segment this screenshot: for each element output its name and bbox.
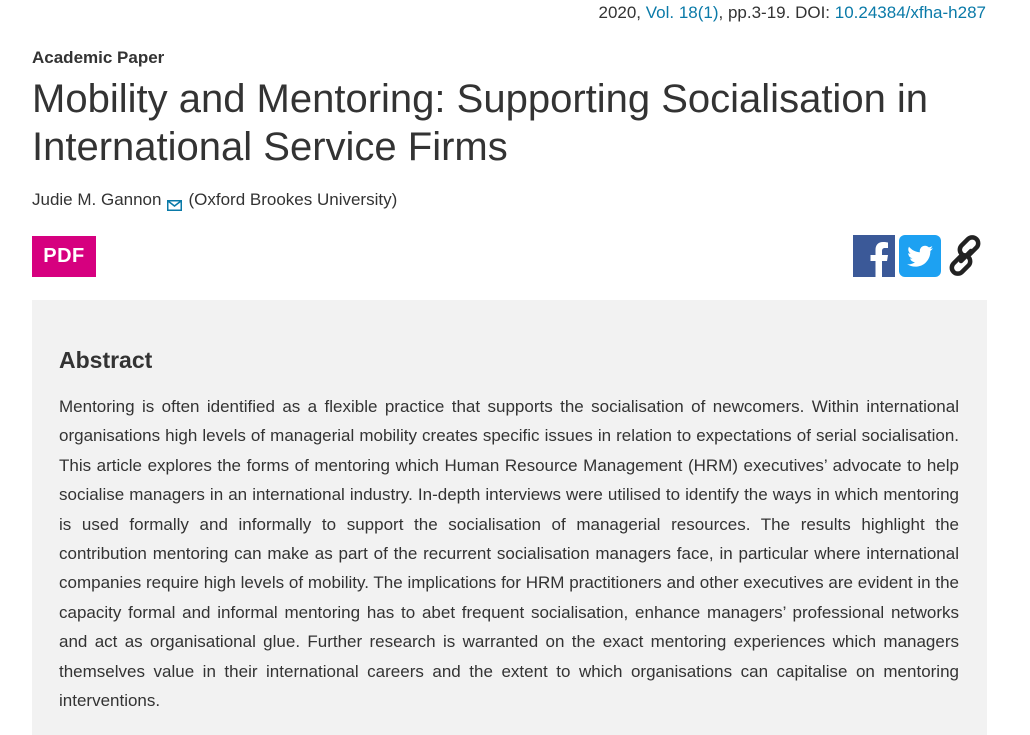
article-type-label: Academic Paper — [32, 48, 165, 67]
author-name: Judie M. Gannon — [32, 190, 162, 209]
author-line — [32, 190, 397, 210]
citation-year: 2020, — [598, 3, 646, 22]
pdf-button[interactable]: PDF — [32, 236, 96, 277]
abstract-section — [32, 300, 987, 735]
facebook-icon[interactable] — [853, 235, 895, 277]
citation-pages-doi-label: , pp.3-19. DOI: — [718, 3, 835, 22]
abstract-heading: Abstract — [59, 347, 153, 373]
abstract-text: Mentoring is often identified as a flexible practice that supports the socialisation of newcomers. Within international organisations high levels of managerial mobility creates specific issues in relation to expectations of serial socialisation. This article explores the forms of mentoring which Human Resource Management (HRM) executives’ advocate to help socialise managers in an international industry. In-depth interviews were utilised to identify the ways in which mentoring is used formally and informally to support the socialisation of managerial resources. The results highlight the contribution mentoring can make as part of the recurrent socialisation managers face, in particular where international companies require high levels of mobility. The implications for HRM practitioners and other executives are evident in the capacity formal and informal mentoring has to abet frequent socialisation, enhance managers’ professional networks and act as organisational glue. Further research is warranted on the exact mentoring experiences which managers themselves value in their international careers and the extent to which organisations can capitalise on mentoring interventions. — [59, 397, 959, 711]
link-icon[interactable] — [945, 235, 987, 277]
volume-link[interactable]: Vol. 18(1) — [645, 3, 719, 22]
mail-icon[interactable] — [167, 196, 182, 207]
author-affiliation: (Oxford Brookes University) — [188, 190, 398, 209]
page-title: Mobility and Mentoring: Supporting Socialisation in International Service Firms — [32, 77, 929, 169]
twitter-icon[interactable] — [899, 235, 941, 277]
share-bar — [853, 235, 987, 277]
doi-link[interactable]: 10.24384/xfha-h287 — [834, 3, 986, 22]
citation-line — [598, 3, 986, 23]
